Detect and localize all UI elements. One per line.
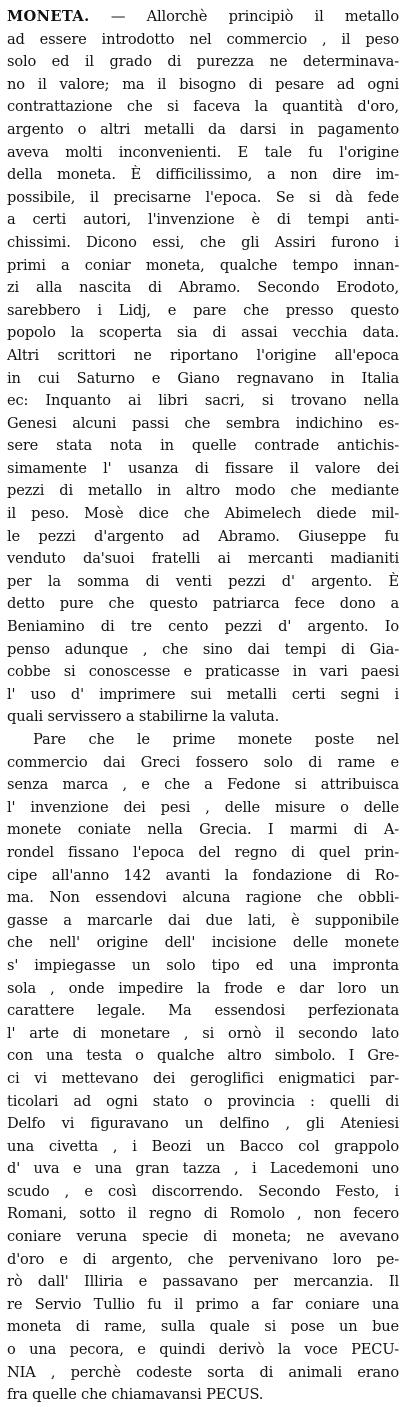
entry-heading: MONETA. (7, 8, 90, 25)
text-line-heading (7, 6, 399, 29)
text-line: Altri scrittori ne riportano l'origine all'epoca (7, 346, 399, 364)
text-line: simamente l' usanza di fissare il valore dei (7, 459, 399, 477)
text-line: sere stata nota in quelle contrade antichis- (7, 437, 399, 455)
text-line: solo ed il grado di purezza ne determinava- (7, 53, 399, 71)
text-line: in cui Saturno e Giano regnavano in Italia (7, 369, 399, 387)
text-line: contrattazione che si faceva la quantità d'oro, (7, 98, 399, 116)
text-line: l' invenzione dei pesi , delle misure o delle (7, 798, 399, 816)
text-line: l' uso d' imprimere sui metalli certi segni i (7, 685, 399, 703)
text-line: l' arte di monetare , si ornò il secondo lato (7, 1024, 399, 1042)
text-line: pezzi di metallo in altro modo che mediante (7, 482, 399, 500)
text-line: penso adunque , che sino dai tempi di Gia- (7, 640, 399, 658)
text-line: no il valore; ma il bisogno di pesare ad ogni (7, 75, 399, 93)
text-line: il peso. Mosè dice che Abimelech diede mil- (7, 505, 399, 523)
text-line: ec: Inquanto ai libri sacri, si trovano nella (7, 392, 399, 410)
text-line: rondel fissano l'epoca del regno di quel prin- (7, 843, 399, 861)
text-line: una civetta , i Beozi un Bacco col grappolo (7, 1137, 399, 1155)
text-line: re Servio Tullio fu il primo a far coniare una (7, 1295, 399, 1313)
text-line: ticolari ad ogni stato o provincia : quelli di (7, 1092, 399, 1110)
text-line: popolo la scoperta sia di assai vecchia data. (7, 324, 399, 342)
text-line: cobbe si conoscesse e praticasse in vari paesi (7, 663, 399, 681)
text-line: commercio dai Greci fossero solo di rame e (7, 753, 399, 771)
text-line: le pezzi d'argento ad Abramo. Giuseppe fu (7, 527, 399, 545)
text-line: NIA , perchè codeste sorta di animali erano (7, 1363, 399, 1381)
text-line: d'oro e di argento, che pervenivano loro pe- (7, 1250, 399, 1268)
text-line: o una pecora, e quindi derivò la voce PECU- (7, 1341, 399, 1359)
text-line: Delfo vi figuravano un delfino , gli Ateniesi (7, 1115, 399, 1133)
text-line: a certi autori, l'invenzione è di tempi anti- (7, 211, 399, 229)
text-line: rò dall' Illiria e passavano per mercanzia. Il (7, 1273, 399, 1291)
text-line: senza marca , e che a Fedone si attribuisca (7, 776, 399, 794)
text-line: scudo , e così discorrendo. Secondo Festo, i (7, 1182, 399, 1200)
text-line: gasse a marcarle dai due lati, è supponibile (7, 911, 399, 929)
text-line: sarebbero i Lidj, e pare che presso questo (7, 301, 399, 319)
text-line: zi alla nascita di Abramo. Secondo Erodoto, (7, 279, 399, 297)
text-line: della moneta. È difficilissimo, a non dire im- (7, 166, 399, 184)
text-line: — Allorchè principiò il metallo (89, 8, 399, 25)
text-line: argento o altri metalli da darsi in pagamento (7, 120, 399, 138)
text-line: Genesi alcuni passi che sembra indichino es- (7, 414, 399, 432)
text-line: Beniamino di tre cento pezzi d' argento. Io (7, 618, 399, 636)
text-line: ad essere introdotto nel commercio , il peso (7, 30, 399, 48)
text-line: s' impiegasse un solo tipo ed una impronta (7, 956, 399, 974)
text-line: aveva molti inconvenienti. E tale fu l'origine (7, 143, 399, 161)
text-line: fra quelle che chiamavansi PECUS. (7, 1386, 264, 1404)
text-line: venduto da'suoi fratelli ai mercanti madianiti (7, 550, 399, 568)
text-line: quali servissero a stabilirne la valuta. (7, 708, 280, 726)
text-line: primi a coniar moneta, qualche tempo innan- (7, 256, 399, 274)
text-line: che nell' origine dell' incisione delle monete (7, 934, 399, 952)
text-line: d' uva e una gran tazza , i Lacedemoni uno (7, 1160, 399, 1178)
text-line: Pare che le prime monete poste nel (33, 731, 399, 748)
text-line: ma. Non essendovi alcuna ragione che obbli- (7, 889, 399, 907)
text-line: carattere legale. Ma essendosi perfezionata (7, 1002, 399, 1020)
text-line: per la somma di venti pezzi d' argento. È (7, 572, 399, 590)
text-line: con una testa o qualche altro simbolo. I Gre- (7, 1047, 399, 1065)
text-line: coniare veruna specie di moneta; ne avevano (7, 1228, 399, 1246)
text-line: possibile, il precisarne l'epoca. Se si dà fede (7, 188, 399, 206)
text-line: cipe all'anno 142 avanti la fondazione di Ro- (7, 866, 399, 884)
text-line: ci vi mettevano dei geroglifici enigmatici par- (7, 1069, 399, 1087)
text-line: sola , onde impedire la frode e dar loro un (7, 979, 399, 997)
text-line: detto pure che questo patriarca fece dono a (7, 595, 399, 613)
text-line: chissimi. Dicono essi, che gli Assiri furono i (7, 233, 399, 251)
text-line: monete coniate nella Grecia. I marmi di A- (7, 821, 399, 839)
text-line: moneta di rame, sulla quale si pose un bue (7, 1318, 399, 1336)
text-line: Romani, sotto il regno di Romolo , non fecero (7, 1205, 399, 1223)
